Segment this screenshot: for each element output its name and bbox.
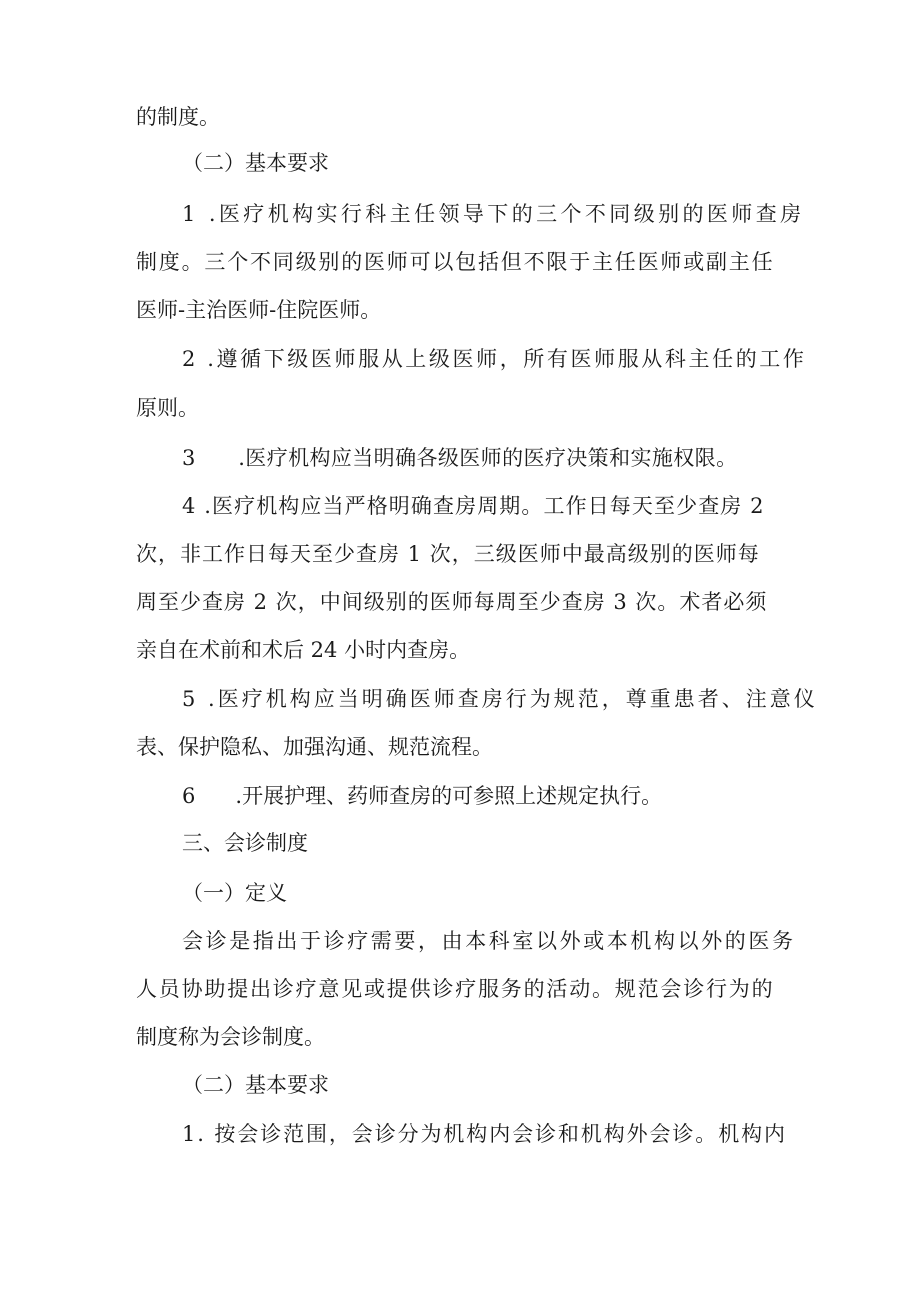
text-line: 会诊是指出于诊疗需要，由本科室以外或本机构以外的医务 [182, 929, 796, 953]
text-line: 4 .医疗机构应当严格明确查房周期。工作日每天至少查房 2 [182, 494, 765, 518]
text-line: 3 .医疗机构应当明确各级医师的医疗决策和实施权限。 [182, 446, 738, 470]
subsection-heading: （一）定义 [182, 881, 287, 905]
text-line: 周至少查房 2 次，中间级别的医师每周至少查房 3 次。术者必须 [136, 590, 768, 614]
text-line: 表、保护隐私、加强沟通、规范流程。 [136, 735, 493, 759]
text-line: 2 .遵循下级医师服从上级医师，所有医师服从科主任的工作 [182, 347, 807, 371]
text-line: 次，非工作日每天至少查房 1 次，三级医师中最高级别的医师每 [136, 542, 760, 566]
text-line: 5 .医疗机构应当明确医师查房行为规范，尊重患者、注意仪 [182, 687, 818, 711]
text-line: 人员协助提出诊疗意见或提供诊疗服务的活动。规范会诊行为的 [136, 977, 775, 1001]
text-line: 医师-主治医师-住院医师。 [136, 298, 382, 322]
section-heading: 三、会诊制度 [182, 831, 308, 855]
section-heading: （二）基本要求 [182, 151, 329, 175]
text-line: 1. 按会诊范围，会诊分为机构内会诊和机构外会诊。机构内 [182, 1122, 787, 1146]
subsection-heading: （二）基本要求 [182, 1073, 329, 1097]
text-line: 原则。 [136, 396, 199, 420]
text-line: 6 .开展护理、药师查房的可参照上述规定执行。 [182, 784, 663, 808]
text-line: 的制度。 [136, 105, 220, 129]
text-line: 1 .医疗机构实行科主任领导下的三个不同级别的医师查房 [182, 202, 805, 226]
text-line: 制度称为会诊制度。 [136, 1025, 325, 1049]
text-line: 亲自在术前和术后 24 小时内查房。 [136, 638, 471, 662]
text-line: 制度。三个不同级别的医师可以包括但不限于主任医师或副主任 [136, 250, 775, 274]
